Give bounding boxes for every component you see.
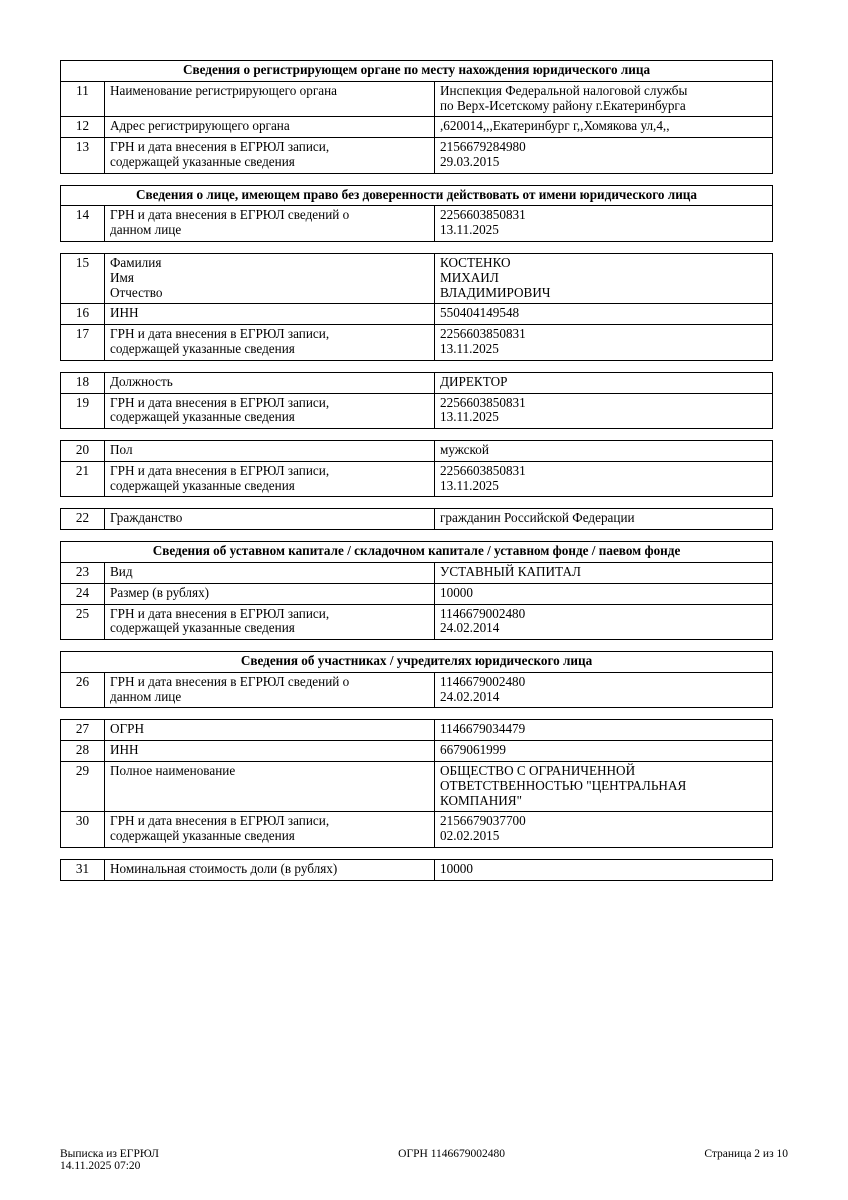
table-row [61, 741, 773, 762]
section-header-row [61, 185, 773, 206]
row-value: 6679061999 [435, 741, 773, 762]
row-value [435, 762, 773, 812]
row-label: Полное наименование [105, 762, 435, 812]
value-line-2: 29.03.2015 [440, 153, 500, 169]
label-line-2: содержащей указанные сведения [110, 409, 295, 425]
row-value: гражданин Российской Федерации [435, 509, 773, 530]
value-line-1: КОСТЕНКО [440, 255, 511, 271]
section-title-founders: Сведения об участниках / учредителях юридического лица [61, 652, 773, 673]
label-line-1: ГРН и дата внесения в ЕГРЮЛ записи, [110, 813, 330, 829]
label-line-2: данном лице [110, 688, 182, 704]
row-label [105, 393, 435, 429]
row-label [105, 206, 435, 242]
label-line-2: содержащей указанные сведения [110, 477, 295, 493]
section-title-reg-body: Сведения о регистрирующем органе по месту нахождения юридического лица [61, 61, 773, 82]
row-value [435, 206, 773, 242]
label-line-1: ГРН и дата внесения в ЕГРЮЛ записи, [110, 394, 330, 410]
row-value [435, 672, 773, 708]
row-spacer [61, 242, 773, 254]
row-number: 13 [61, 138, 105, 174]
spacer-cell [61, 242, 773, 254]
value-line-1: ОБЩЕСТВО С ОГРАНИЧЕННОЙ [440, 763, 636, 778]
row-value: ДИРЕКТОР [435, 372, 773, 393]
row-value: 550404149548 [435, 304, 773, 325]
row-number: 15 [61, 254, 105, 304]
row-label [105, 461, 435, 497]
section-title-person-acting: Сведения о лице, имеющем право без доверенности действовать от имени юридического лица [61, 185, 773, 206]
value-line-1: 2256603850831 [440, 207, 526, 223]
value-line-3: ВЛАДИМИРОВИЧ [440, 284, 551, 300]
section-header-row [61, 542, 773, 563]
value-line-3: КОМПАНИЯ" [440, 792, 522, 808]
row-value [435, 254, 773, 304]
row-value [435, 461, 773, 497]
egrul-extract-table [60, 60, 773, 881]
row-spacer [61, 640, 773, 652]
label-line-3: Отчество [110, 284, 163, 300]
row-value [435, 393, 773, 429]
row-number: 26 [61, 672, 105, 708]
value-line-2: 02.02.2015 [440, 828, 500, 844]
spacer-cell [61, 360, 773, 372]
row-number: 19 [61, 393, 105, 429]
row-spacer [61, 429, 773, 441]
label-line-1: ГРН и дата внесения в ЕГРЮЛ сведений о [110, 673, 350, 689]
row-label: Должность [105, 372, 435, 393]
row-number: 23 [61, 562, 105, 583]
label-line-2: данном лице [110, 222, 182, 238]
table-row [61, 393, 773, 429]
value-line-1: Инспекция Федеральной налоговой службы [440, 82, 688, 98]
table-row [61, 304, 773, 325]
value-line-2: 13.11.2025 [440, 409, 499, 425]
row-label [105, 672, 435, 708]
row-label: Наименование регистрирующего органа [105, 81, 435, 117]
row-number: 24 [61, 583, 105, 604]
row-label [105, 254, 435, 304]
value-line-1: 2256603850831 [440, 326, 526, 342]
row-number: 29 [61, 762, 105, 812]
table-row [61, 461, 773, 497]
spacer-cell [61, 173, 773, 185]
row-label [105, 604, 435, 640]
label-line-1: Фамилия [110, 255, 162, 271]
value-line-1: 2156679037700 [440, 813, 526, 829]
row-spacer [61, 360, 773, 372]
row-number: 30 [61, 812, 105, 848]
value-line-1: 1146679002480 [440, 673, 526, 689]
spacer-cell [61, 847, 773, 859]
row-number: 20 [61, 441, 105, 462]
value-line-2: МИХАИЛ [440, 269, 499, 285]
row-number: 21 [61, 461, 105, 497]
table-row [61, 509, 773, 530]
row-number: 14 [61, 206, 105, 242]
row-number: 27 [61, 720, 105, 741]
row-label: Пол [105, 441, 435, 462]
label-line-1: ГРН и дата внесения в ЕГРЮЛ записи, [110, 605, 330, 621]
row-value [435, 138, 773, 174]
table-row [61, 372, 773, 393]
footer-timestamp: 14.11.2025 07:20 [60, 1160, 141, 1172]
row-value [435, 812, 773, 848]
row-label: Вид [105, 562, 435, 583]
table-row [61, 604, 773, 640]
row-number: 25 [61, 604, 105, 640]
row-spacer [61, 530, 773, 542]
table-row [61, 672, 773, 708]
spacer-cell [61, 497, 773, 509]
section-header-row [61, 61, 773, 82]
row-spacer [61, 847, 773, 859]
label-line-1: ГРН и дата внесения в ЕГРЮЛ записи, [110, 139, 330, 155]
table-row [61, 562, 773, 583]
spacer-cell [61, 429, 773, 441]
row-value [435, 604, 773, 640]
table-row [61, 812, 773, 848]
spacer-cell [61, 640, 773, 652]
row-spacer [61, 497, 773, 509]
spacer-cell [61, 708, 773, 720]
row-value: ,620014,,,Екатеринбург г,,Хомякова ул,4,, [435, 117, 773, 138]
row-label: ИНН [105, 741, 435, 762]
row-label: Адрес регистрирующего органа [105, 117, 435, 138]
row-value [435, 325, 773, 361]
row-label: ОГРН [105, 720, 435, 741]
row-label: Гражданство [105, 509, 435, 530]
table-row [61, 138, 773, 174]
value-line-1: 2256603850831 [440, 394, 526, 410]
value-line-1: 1146679002480 [440, 605, 526, 621]
table-row [61, 117, 773, 138]
row-value: мужской [435, 441, 773, 462]
row-label: Размер (в рублях) [105, 583, 435, 604]
page-footer [60, 1148, 788, 1172]
label-line-2: содержащей указанные сведения [110, 153, 295, 169]
label-line-1: ГРН и дата внесения в ЕГРЮЛ сведений о [110, 207, 350, 223]
row-number: 11 [61, 81, 105, 117]
table-row [61, 254, 773, 304]
footer-page-number: Страница 2 из 10 [704, 1148, 788, 1160]
row-value: 10000 [435, 583, 773, 604]
row-label: Номинальная стоимость доли (в рублях) [105, 859, 435, 880]
row-number: 12 [61, 117, 105, 138]
section-title-capital: Сведения об уставном капитале / складочном капитале / уставном фонде / паевом фонде [61, 542, 773, 563]
label-line-2: Имя [110, 269, 134, 285]
value-line-2: по Верх-Исетскому району г.Екатеринбурга [440, 97, 686, 113]
table-row [61, 81, 773, 117]
row-number: 18 [61, 372, 105, 393]
row-spacer [61, 173, 773, 185]
row-label [105, 325, 435, 361]
table-row [61, 206, 773, 242]
table-row [61, 762, 773, 812]
table-row [61, 859, 773, 880]
footer-ogrn: ОГРН 1146679002480 [398, 1148, 506, 1160]
value-line-2: 24.02.2014 [440, 688, 500, 704]
table-row [61, 720, 773, 741]
label-line-1: ГРН и дата внесения в ЕГРЮЛ записи, [110, 462, 330, 478]
row-number: 16 [61, 304, 105, 325]
value-line-2: ОТВЕТСТВЕННОСТЬЮ "ЦЕНТРАЛЬНАЯ [440, 777, 687, 793]
label-line-2: содержащей указанные сведения [110, 828, 295, 844]
row-number: 22 [61, 509, 105, 530]
table-row [61, 441, 773, 462]
row-spacer [61, 708, 773, 720]
value-line-2: 13.11.2025 [440, 340, 499, 356]
value-line-2: 13.11.2025 [440, 477, 499, 493]
row-number: 31 [61, 859, 105, 880]
row-label [105, 138, 435, 174]
table-row [61, 583, 773, 604]
label-line-1: ГРН и дата внесения в ЕГРЮЛ записи, [110, 326, 330, 342]
row-value: 10000 [435, 859, 773, 880]
label-line-2: содержащей указанные сведения [110, 620, 295, 636]
table-row [61, 325, 773, 361]
row-number: 17 [61, 325, 105, 361]
value-line-2: 13.11.2025 [440, 222, 499, 238]
value-line-1: 2256603850831 [440, 462, 526, 478]
value-line-1: 2156679284980 [440, 139, 526, 155]
spacer-cell [61, 530, 773, 542]
row-number: 28 [61, 741, 105, 762]
value-line-2: 24.02.2014 [440, 620, 500, 636]
row-value: УСТАВНЫЙ КАПИТАЛ [435, 562, 773, 583]
section-header-row [61, 652, 773, 673]
row-label [105, 812, 435, 848]
footer-left [60, 1148, 159, 1172]
footer-doc-title: Выписка из ЕГРЮЛ [60, 1148, 159, 1160]
row-value: 1146679034479 [435, 720, 773, 741]
row-label: ИНН [105, 304, 435, 325]
row-value [435, 81, 773, 117]
label-line-2: содержащей указанные сведения [110, 340, 295, 356]
